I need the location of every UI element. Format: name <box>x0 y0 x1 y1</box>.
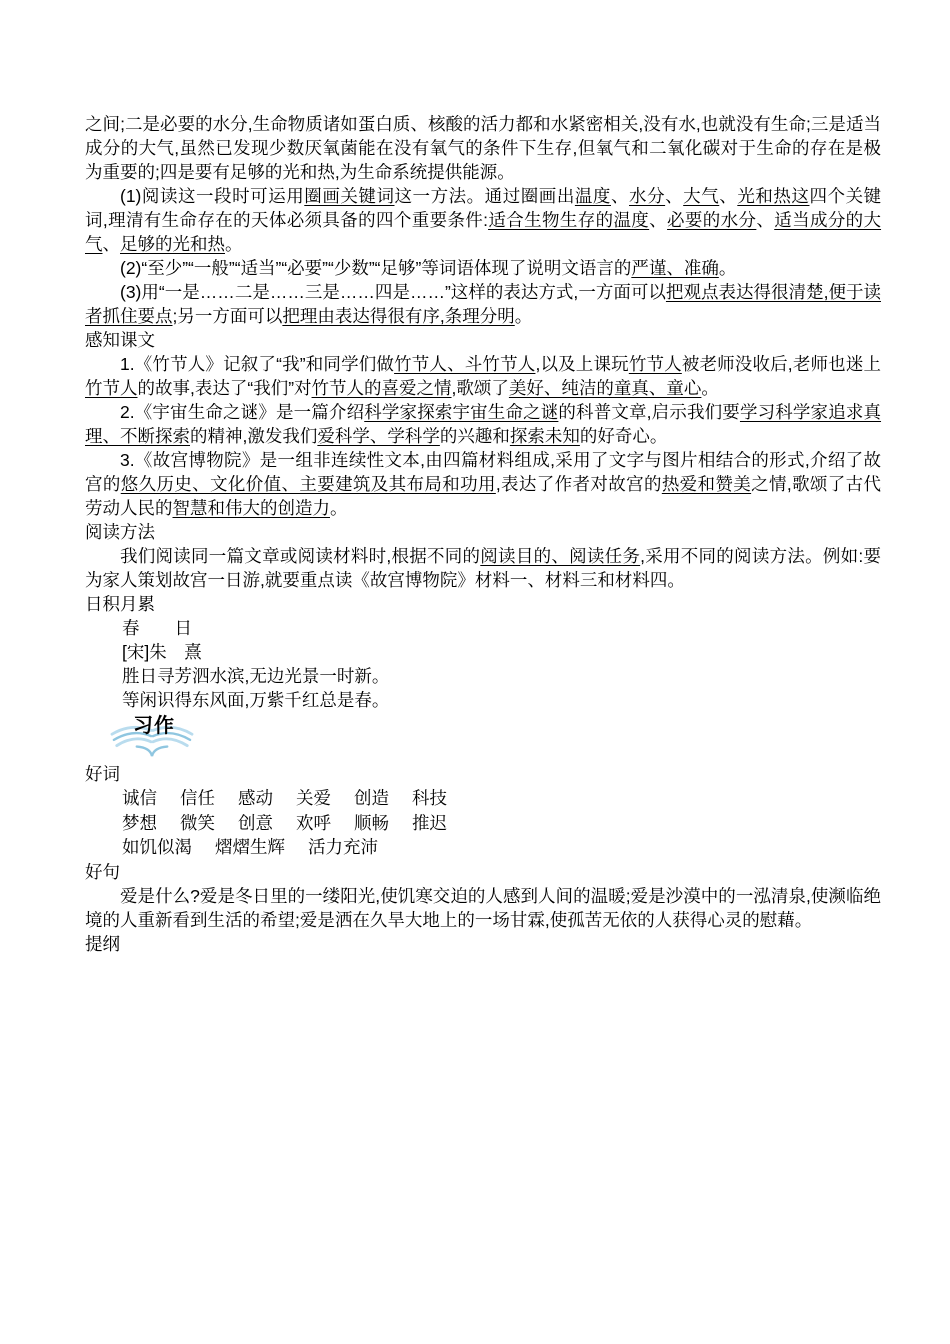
text-segment: 之间;二是必要的水分,生命物质诸如蛋白质、核酸的活力都和水紧密相关,没有水,也就没有生命;三是适当成分的大气,虽然已发现少数厌氧菌能在没有氧气的条件下生存,但氧气和二氧化碳对于生命的存在是极为重要的;四是要有足够的光和热,为生命系统提供能源。 <box>85 114 881 182</box>
underlined-text: 必要的水分 <box>667 210 757 230</box>
underlined-text: 适当成分的大气 <box>85 210 882 254</box>
text-segment: 。 <box>514 306 533 326</box>
course-summary-2 <box>85 400 881 448</box>
text-segment: 、 <box>649 210 668 230</box>
word-item: 信任 <box>180 788 215 808</box>
underlined-text: 竹节人 <box>628 354 682 374</box>
word-item: 关爱 <box>296 788 331 808</box>
underlined-text: 水分 <box>629 186 666 206</box>
underlined-text: 竹节人 <box>85 378 138 398</box>
text-segment: 3.《故宫博物院》是一组非连续性文本,由四篇材料组成,采用了文字与图片相结合的形式,介绍了故宫的 <box>85 450 881 494</box>
underlined-text: 阅读目的、阅读任务 <box>480 546 641 566</box>
text-segment: 。 <box>225 234 243 254</box>
word-row <box>85 811 881 836</box>
analysis-point-1 <box>85 184 881 256</box>
text-segment: 1.《竹节人》记叙了“我”和同学们做 <box>120 354 395 374</box>
text-segment: 的兴趣和 <box>439 426 510 446</box>
poem-line-1: 胜日寻芳泗水滨,无边光景一时新。 <box>122 666 390 686</box>
icon-heading-label: 习作 <box>133 715 175 737</box>
poem-chun-ri <box>85 616 881 712</box>
text-segment: 、 <box>102 234 120 254</box>
text-segment: 四个关键词,理清有生命存在的天体必须具备的四个重要条件: <box>85 186 882 230</box>
underlined-text: 探索未知 <box>509 426 580 446</box>
underlined-text: 温度 <box>574 186 611 206</box>
section-heading-haoci: 好词 <box>85 764 120 784</box>
text-segment: 被老师没收后,老师也迷上 <box>681 354 882 374</box>
word-row <box>85 835 881 860</box>
word-item: 活力充沛 <box>308 837 378 857</box>
text-segment: 。 <box>701 378 719 398</box>
word-item: 科技 <box>412 788 447 808</box>
section-heading-haoju: 好句 <box>85 861 120 882</box>
underlined-text: 智慧和伟大的创造力 <box>172 498 330 518</box>
text-segment: 之情,歌颂了古代劳动人民的 <box>85 474 882 518</box>
text-segment: 爱是什么?爱是冬日里的一缕阳光,使饥寒交迫的人感到人间的温暖;爱是沙漠中的一泓清泉,使濒临绝境的人重新看到生活的希望;爱是洒在久旱大地上的一场甘霖,使孤苦无依的人获得心灵的慰藉。 <box>85 885 881 930</box>
underlined-text: 严谨、准确 <box>631 258 719 278</box>
poem-line-2: 等闲识得东风面,万紫千红总是春。 <box>122 690 390 710</box>
text-segment: ,以及上课玩 <box>535 354 629 374</box>
course-summary-3 <box>85 448 881 520</box>
text-segment: 这一方法。通过圈画出 <box>394 186 575 206</box>
text-segment: ,歌颂了 <box>451 378 509 398</box>
underlined-text: 圈画关键词 <box>304 186 395 206</box>
text-segment: 的科普文章,启示我们要 <box>558 402 740 422</box>
word-item: 感动 <box>238 788 273 808</box>
underlined-text: 把观点表达得很清楚,便于读者抓住要点 <box>85 282 881 326</box>
underlined-text: 美好、纯洁的童真、童心 <box>508 378 702 398</box>
text-segment: 、 <box>756 210 775 230</box>
word-item: 欢呼 <box>296 812 331 833</box>
text-segment: 我们阅读同一篇文章或阅读材料时,根据不同的 <box>120 546 481 566</box>
underlined-text: 悠久历史、文化价值、主要建筑及其布局和功用 <box>120 474 496 494</box>
underlined-text: 把理由表达得很有序,条理分明 <box>282 306 515 326</box>
word-item: 熠熠生辉 <box>215 837 285 857</box>
analysis-point-2 <box>85 256 881 280</box>
underlined-text: 竹节人、斗竹节人 <box>394 354 536 374</box>
text-segment: ,采用不同的阅读方法。例如:要为家人策划故宫一日游,就要重点读《故宫博物院》材料一、材料三和材料四。 <box>85 546 881 590</box>
section-heading-ganzhi-kewen: 感知课文 <box>85 330 155 350</box>
word-item: 梦想 <box>122 812 157 833</box>
document-content <box>85 112 881 956</box>
poem-title: 春 日 <box>122 618 192 638</box>
text-segment: 、 <box>719 186 738 206</box>
underlined-text: 足够的光和热 <box>120 234 225 254</box>
poem-author: [宋]朱 熹 <box>122 642 202 662</box>
word-item: 诚信 <box>122 788 157 808</box>
good-sentence-paragraph <box>85 884 881 932</box>
text-segment: (3)用“一是……二是……三是……四是……”这样的表达方式,一方面可以 <box>120 282 666 302</box>
underlined-text: 适合生物生存的温度 <box>488 210 650 230</box>
word-item: 顺畅 <box>354 812 389 833</box>
text-segment: 。 <box>330 498 348 518</box>
underlined-text: 爱科学、学科学 <box>317 426 440 446</box>
text-segment: 、 <box>610 186 630 206</box>
section-heading-riji-yuelei: 日积月累 <box>85 594 155 614</box>
section-heading-xizuo <box>107 714 197 754</box>
underlined-text: 竹节人的喜爱之情 <box>311 378 452 398</box>
word-item: 推迟 <box>412 812 447 833</box>
text-segment: 的故事,表达了“我们”对 <box>137 378 312 398</box>
reading-method-paragraph <box>85 544 881 592</box>
word-item: 创造 <box>354 788 389 808</box>
good-words-list <box>85 786 881 860</box>
text-segment: (2)“至少”“一般”“适当”“必要”“少数”“足够”等词语体现了说明文语言的 <box>120 258 632 278</box>
word-item: 如饥似渴 <box>122 837 192 857</box>
text-segment: 的精神,激发我们 <box>190 426 318 446</box>
word-item: 微笑 <box>180 812 215 833</box>
text-segment: (1)阅读这一段时可运用 <box>120 186 305 206</box>
underlined-text: 科学家探索宇宙生命之谜 <box>364 402 559 422</box>
analysis-point-3 <box>85 280 881 328</box>
underlined-text: 大气 <box>683 186 720 206</box>
text-segment: 的好奇心。 <box>579 426 668 446</box>
text-segment: ;另一方面可以 <box>172 306 283 326</box>
text-segment: 。 <box>718 258 737 278</box>
underlined-text: 学习科学家追求真理、不断探索 <box>85 402 882 446</box>
section-heading-tigang: 提纲 <box>85 933 120 954</box>
word-item: 创意 <box>238 812 273 833</box>
underlined-text: 热爱和赞美 <box>661 474 752 494</box>
text-segment: ,表达了作者对故宫的 <box>495 474 662 494</box>
text-segment: 、 <box>665 186 684 206</box>
word-row <box>85 786 881 811</box>
body-continuation-paragraph <box>85 112 881 184</box>
text-segment: 2.《宇宙生命之谜》是一篇介绍 <box>120 402 365 422</box>
underlined-text: 光和热这 <box>737 186 810 206</box>
section-heading-yuedu-fangfa: 阅读方法 <box>85 522 155 542</box>
course-summary-1 <box>85 352 881 400</box>
